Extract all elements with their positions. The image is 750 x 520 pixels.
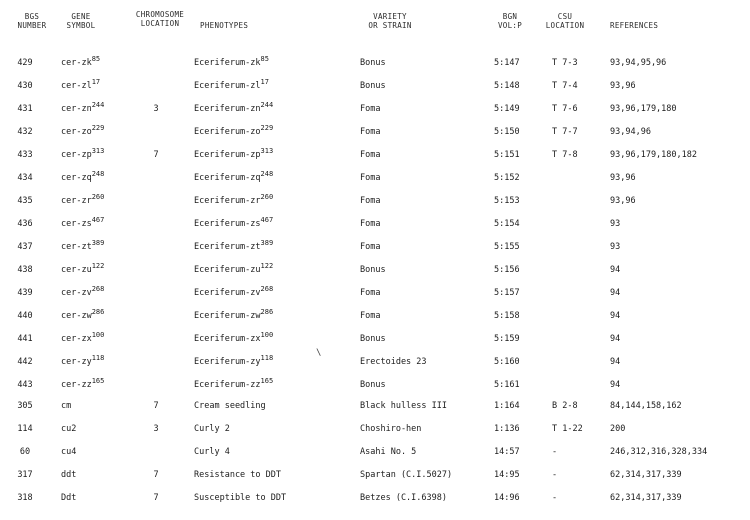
header-gene-symbol bbox=[60, 12, 102, 30]
chromosome-location: 3 bbox=[153, 104, 159, 114]
bgs-number: 429 bbox=[17, 58, 33, 68]
header-csu-line2: LOCATION bbox=[545, 21, 585, 30]
header-bgs-number bbox=[14, 12, 50, 30]
references: 62,314,317,339 bbox=[610, 493, 682, 503]
gene-symbol-text: cer-zs bbox=[61, 219, 92, 229]
header-bgs-line2: NUMBER bbox=[17, 21, 47, 30]
bgn-vol-page: 14:95 bbox=[494, 470, 520, 480]
csu-location: T 7-8 bbox=[552, 150, 578, 160]
phenotype bbox=[194, 147, 274, 160]
gene-allele: 389 bbox=[91, 239, 105, 247]
gene-symbol bbox=[61, 308, 105, 321]
phenotype bbox=[194, 447, 230, 457]
bgn-vol-page: 5:147 bbox=[494, 58, 520, 68]
gene-symbol-text: cer-zy bbox=[61, 357, 92, 367]
bgs-number: 318 bbox=[17, 493, 33, 503]
gene-symbol-text: cer-zk bbox=[61, 58, 92, 68]
header-csu-location bbox=[540, 12, 590, 30]
bgn-vol-page: 5:148 bbox=[494, 81, 520, 91]
phenotype-text: Curly 2 bbox=[194, 424, 230, 434]
gene-allele: 260 bbox=[91, 193, 105, 201]
variety-strain: Foma bbox=[360, 104, 381, 114]
variety-strain: Foma bbox=[360, 127, 381, 137]
bgn-vol-page: 5:156 bbox=[494, 265, 520, 275]
table-row bbox=[0, 447, 750, 469]
phenotype-allele: 260 bbox=[260, 193, 274, 201]
chromosome-location: 7 bbox=[153, 150, 159, 160]
chromosome-location: 3 bbox=[153, 424, 159, 434]
phenotype bbox=[194, 216, 274, 229]
gene-allele: 248 bbox=[91, 170, 105, 178]
phenotype-allele: 313 bbox=[260, 147, 274, 155]
variety-strain: Bonus bbox=[360, 81, 386, 91]
bgn-vol-page: 5:158 bbox=[494, 311, 520, 321]
references: 200 bbox=[610, 424, 626, 434]
references: 93,96 bbox=[610, 173, 636, 183]
variety-strain: Black hulless III bbox=[360, 401, 447, 411]
gene-symbol bbox=[61, 101, 105, 114]
variety-strain: Foma bbox=[360, 219, 381, 229]
bgs-number: 440 bbox=[17, 311, 33, 321]
references: 94 bbox=[610, 265, 621, 275]
phenotype-allele: 165 bbox=[260, 377, 274, 385]
variety-strain: Bonus bbox=[360, 265, 386, 275]
header-bgs-line1: BGS bbox=[24, 12, 40, 21]
scan-mark: \ bbox=[316, 348, 322, 358]
gene-symbol-text: cer-zl bbox=[61, 81, 92, 91]
references: 94 bbox=[610, 311, 621, 321]
variety-strain: Spartan (C.I.5027) bbox=[360, 470, 453, 480]
csu-location: B 2-8 bbox=[552, 401, 578, 411]
bgn-vol-page: 1:136 bbox=[494, 424, 520, 434]
variety-strain: Bonus bbox=[360, 380, 386, 390]
bgn-vol-page: 5:157 bbox=[494, 288, 520, 298]
bgs-number: 435 bbox=[17, 196, 33, 206]
phenotype bbox=[194, 308, 274, 321]
variety-strain: Bonus bbox=[360, 334, 386, 344]
gene-allele: 17 bbox=[91, 78, 101, 86]
bgs-number: 432 bbox=[17, 127, 33, 137]
variety-strain: Foma bbox=[360, 150, 381, 160]
header-pheno-line1: PHENOTYPES bbox=[200, 21, 249, 30]
gene-symbol-text: cer-zz bbox=[61, 380, 92, 390]
table-row bbox=[0, 377, 750, 402]
gene-symbol bbox=[61, 470, 76, 480]
bgs-number: 317 bbox=[17, 470, 33, 480]
csu-location: T 7-6 bbox=[552, 104, 578, 114]
phenotype-text: Eceriferum-zq bbox=[194, 173, 261, 183]
phenotype-text: Eceriferum-zn bbox=[194, 104, 261, 114]
references: 246,312,316,328,334 bbox=[610, 447, 708, 457]
bgs-number: 441 bbox=[17, 334, 33, 344]
gene-symbol bbox=[61, 493, 76, 503]
table-row bbox=[0, 78, 750, 103]
references: 93,96 bbox=[610, 196, 636, 206]
phenotype-allele: 248 bbox=[260, 170, 274, 178]
gene-symbol bbox=[61, 170, 105, 183]
gene-symbol-text: cu4 bbox=[61, 447, 77, 457]
phenotype-allele: 229 bbox=[260, 124, 274, 132]
bgn-vol-page: 5:149 bbox=[494, 104, 520, 114]
bgs-number: 305 bbox=[17, 401, 33, 411]
references: 93,94,95,96 bbox=[610, 58, 667, 68]
header-phenotypes bbox=[200, 21, 248, 30]
header-refs-line1: REFERENCES bbox=[610, 21, 659, 30]
header-chrom-line2: LOCATION bbox=[140, 19, 180, 28]
bgn-vol-page: 5:159 bbox=[494, 334, 520, 344]
bgn-vol-page: 5:155 bbox=[494, 242, 520, 252]
bgs-number: 431 bbox=[17, 104, 33, 114]
bgs-number: 114 bbox=[17, 424, 33, 434]
phenotype-allele: 389 bbox=[260, 239, 274, 247]
table-row bbox=[0, 170, 750, 195]
header-gene-line2: SYMBOL bbox=[66, 21, 96, 30]
phenotype bbox=[194, 193, 274, 206]
phenotype bbox=[194, 331, 274, 344]
phenotype-allele: 17 bbox=[260, 78, 269, 86]
gene-symbol bbox=[61, 216, 105, 229]
bgs-number: 438 bbox=[17, 265, 33, 275]
gene-symbol-text: cer-zo bbox=[61, 127, 92, 137]
gene-symbol bbox=[61, 262, 105, 275]
bgs-number: 436 bbox=[17, 219, 33, 229]
header-references bbox=[610, 21, 658, 30]
bgn-vol-page: 1:164 bbox=[494, 401, 520, 411]
table-row bbox=[0, 193, 750, 218]
bgn-vol-page: 5:154 bbox=[494, 219, 520, 229]
phenotype-text: Eceriferum-zo bbox=[194, 127, 261, 137]
gene-symbol bbox=[61, 55, 101, 68]
phenotype-text: Eceriferum-zw bbox=[194, 311, 261, 321]
phenotype-text: Susceptible to DDT bbox=[194, 493, 287, 503]
csu-location: - bbox=[552, 447, 558, 457]
gene-symbol bbox=[61, 193, 105, 206]
bgs-number: 60 bbox=[19, 447, 31, 457]
bgn-vol-page: 14:96 bbox=[494, 493, 520, 503]
gene-symbol-text: cer-zt bbox=[61, 242, 92, 252]
phenotype bbox=[194, 470, 281, 480]
phenotype-text: Eceriferum-zs bbox=[194, 219, 261, 229]
gene-symbol bbox=[61, 424, 76, 434]
bgn-vol-page: 5:150 bbox=[494, 127, 520, 137]
phenotype bbox=[194, 239, 274, 252]
phenotype-text: Eceriferum-zr bbox=[194, 196, 261, 206]
table-row bbox=[0, 216, 750, 241]
phenotype bbox=[194, 285, 274, 298]
phenotype bbox=[194, 170, 274, 183]
gene-allele: 118 bbox=[91, 354, 105, 362]
references: 93,96,179,180,182 bbox=[610, 150, 697, 160]
gene-symbol-text: cer-zr bbox=[61, 196, 92, 206]
gene-symbol bbox=[61, 331, 105, 344]
phenotype-allele: 122 bbox=[260, 262, 274, 270]
references: 84,144,158,162 bbox=[610, 401, 682, 411]
references: 94 bbox=[610, 334, 621, 344]
references: 94 bbox=[610, 380, 621, 390]
phenotype bbox=[194, 101, 274, 114]
gene-symbol-text: cm bbox=[61, 401, 72, 411]
chromosome-location: 7 bbox=[153, 401, 159, 411]
gene-symbol-text: cer-zx bbox=[61, 334, 92, 344]
phenotype bbox=[194, 124, 274, 137]
gene-symbol-text: cer-zw bbox=[61, 311, 92, 321]
phenotype-text: Eceriferum-zt bbox=[194, 242, 261, 252]
phenotype-text: Eceriferum-zx bbox=[194, 334, 261, 344]
gene-symbol-text: cu2 bbox=[61, 424, 77, 434]
csu-location: - bbox=[552, 493, 558, 503]
header-bgn-line2: VOL:P bbox=[497, 21, 523, 30]
bgn-vol-page: 5:152 bbox=[494, 173, 520, 183]
phenotype-allele: 244 bbox=[260, 101, 274, 109]
phenotype-allele: 118 bbox=[260, 354, 274, 362]
phenotype-text: Eceriferum-zp bbox=[194, 150, 261, 160]
bgn-vol-page: 5:160 bbox=[494, 357, 520, 367]
gene-symbol bbox=[61, 447, 76, 457]
gene-allele: 467 bbox=[91, 216, 105, 224]
header-bgn-line1: BGN bbox=[502, 12, 518, 21]
table-row bbox=[0, 262, 750, 287]
phenotype bbox=[194, 354, 274, 367]
gene-symbol-text: Ddt bbox=[61, 493, 77, 503]
gene-symbol-text: cer-zu bbox=[61, 265, 92, 275]
gene-allele: 165 bbox=[91, 377, 105, 385]
table-row bbox=[0, 124, 750, 149]
csu-location: T 7-7 bbox=[552, 127, 578, 137]
gene-allele: 85 bbox=[91, 55, 101, 63]
table-row bbox=[0, 239, 750, 264]
references: 62,314,317,339 bbox=[610, 470, 682, 480]
header-variety-or-strain bbox=[350, 12, 430, 30]
gene-allele: 268 bbox=[91, 285, 105, 293]
phenotype-text: Eceriferum-zl bbox=[194, 81, 261, 91]
references: 94 bbox=[610, 288, 621, 298]
header-csu-line1: CSU bbox=[557, 12, 573, 21]
variety-strain: Foma bbox=[360, 311, 381, 321]
table-row bbox=[0, 285, 750, 310]
table-row bbox=[0, 331, 750, 356]
phenotype bbox=[194, 55, 269, 68]
gene-symbol-text: cer-zn bbox=[61, 104, 92, 114]
gene-symbol bbox=[61, 401, 71, 411]
chromosome-location: 7 bbox=[153, 493, 159, 503]
header-chrom-line1: CHROMOSOME bbox=[135, 10, 185, 19]
gene-symbol-text: cer-zq bbox=[61, 173, 92, 183]
variety-strain: Betzes (C.I.6398) bbox=[360, 493, 447, 503]
phenotype bbox=[194, 262, 274, 275]
gene-symbol bbox=[61, 147, 105, 160]
gene-allele: 244 bbox=[91, 101, 105, 109]
phenotype-text: Eceriferum-zu bbox=[194, 265, 261, 275]
phenotype-text: Curly 4 bbox=[194, 447, 230, 457]
gene-symbol bbox=[61, 285, 105, 298]
bgs-number: 433 bbox=[17, 150, 33, 160]
phenotype-allele: 286 bbox=[260, 308, 274, 316]
phenotype bbox=[194, 78, 269, 91]
references: 93,96 bbox=[610, 81, 636, 91]
phenotype bbox=[194, 377, 274, 390]
bgn-vol-page: 5:161 bbox=[494, 380, 520, 390]
gene-allele: 313 bbox=[91, 147, 105, 155]
bgn-vol-page: 14:57 bbox=[494, 447, 520, 457]
phenotype-allele: 467 bbox=[260, 216, 274, 224]
bgn-vol-page: 5:151 bbox=[494, 150, 520, 160]
header-variety-line1: VARIETY bbox=[373, 12, 407, 21]
phenotype-text: Eceriferum-zv bbox=[194, 288, 261, 298]
header-variety-line2: OR STRAIN bbox=[368, 21, 412, 30]
phenotype-allele: 85 bbox=[260, 55, 269, 63]
phenotype-text: Eceriferum-zy bbox=[194, 357, 261, 367]
table-row bbox=[0, 493, 750, 515]
table-row bbox=[0, 147, 750, 172]
gene-symbol-text: ddt bbox=[61, 470, 77, 480]
bgs-number: 442 bbox=[17, 357, 33, 367]
csu-location: T 1-22 bbox=[552, 424, 583, 434]
header-bgn-vol-page bbox=[492, 12, 528, 30]
variety-strain: Erectoides 23 bbox=[360, 357, 427, 367]
table-row bbox=[0, 470, 750, 492]
variety-strain: Foma bbox=[360, 173, 381, 183]
phenotype-text: Eceriferum-zz bbox=[194, 380, 261, 390]
variety-strain: Choshiro-hen bbox=[360, 424, 422, 434]
phenotype bbox=[194, 493, 286, 503]
phenotype-text: Resistance to DDT bbox=[194, 470, 281, 480]
references: 93,96,179,180 bbox=[610, 104, 677, 114]
chromosome-location: 7 bbox=[153, 470, 159, 480]
phenotype bbox=[194, 424, 230, 434]
references: 93 bbox=[610, 219, 621, 229]
gene-symbol bbox=[61, 239, 105, 252]
csu-location: - bbox=[552, 470, 558, 480]
bgs-number: 434 bbox=[17, 173, 33, 183]
gene-symbol-text: cer-zp bbox=[61, 150, 92, 160]
references: 94 bbox=[610, 357, 621, 367]
header-chromosome-location bbox=[130, 10, 190, 28]
gene-symbol bbox=[61, 78, 101, 91]
table-row bbox=[0, 55, 750, 80]
csu-location: T 7-4 bbox=[552, 81, 578, 91]
gene-symbol bbox=[61, 124, 105, 137]
phenotype-text: Eceriferum-zk bbox=[194, 58, 261, 68]
gene-allele: 122 bbox=[91, 262, 105, 270]
gene-allele: 229 bbox=[91, 124, 105, 132]
variety-strain: Foma bbox=[360, 242, 381, 252]
gene-symbol-text: cer-zv bbox=[61, 288, 92, 298]
header-gene-line1: GENE bbox=[71, 12, 91, 21]
table-row bbox=[0, 424, 750, 446]
gene-symbol bbox=[61, 377, 105, 390]
references: 93 bbox=[610, 242, 621, 252]
table-row bbox=[0, 101, 750, 126]
table-row bbox=[0, 401, 750, 423]
phenotype-allele: 100 bbox=[260, 331, 274, 339]
variety-strain: Foma bbox=[360, 288, 381, 298]
references: 93,94,96 bbox=[610, 127, 651, 137]
gene-symbol bbox=[61, 354, 105, 367]
gene-allele: 286 bbox=[91, 308, 105, 316]
bgs-number: 437 bbox=[17, 242, 33, 252]
variety-strain: Bonus bbox=[360, 58, 386, 68]
csu-location: T 7-3 bbox=[552, 58, 578, 68]
phenotype-allele: 268 bbox=[260, 285, 274, 293]
bgs-number: 430 bbox=[17, 81, 33, 91]
bgs-number: 439 bbox=[17, 288, 33, 298]
phenotype-text: Cream seedling bbox=[194, 401, 266, 411]
table-row bbox=[0, 354, 750, 379]
phenotype bbox=[194, 401, 266, 411]
variety-strain: Asahi No. 5 bbox=[360, 447, 417, 457]
table-row bbox=[0, 308, 750, 333]
variety-strain: Foma bbox=[360, 196, 381, 206]
bgn-vol-page: 5:153 bbox=[494, 196, 520, 206]
gene-allele: 100 bbox=[91, 331, 105, 339]
bgs-number: 443 bbox=[17, 380, 33, 390]
